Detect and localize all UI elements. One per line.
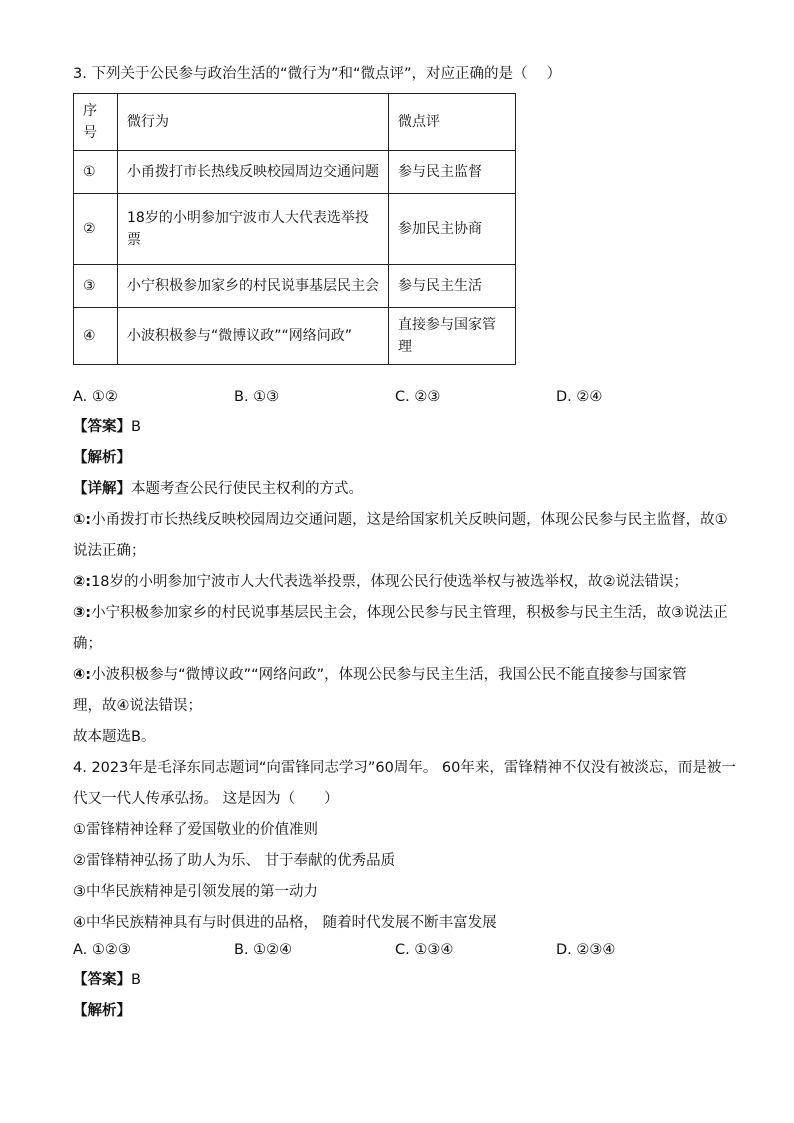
table-cell-comment: 直接参与国家管理 bbox=[389, 308, 516, 365]
table-cell-comment: 参加民主协商 bbox=[389, 194, 516, 265]
q4-statement-1: ①雷锋精神诠释了爱国敬业的价值准则 bbox=[73, 822, 318, 838]
q3-stem: 3. 下列关于公民参与政治生活的“微行为”和“微点评”，对应正确的是（ ） bbox=[73, 66, 562, 82]
option-d: D. ②③④ bbox=[556, 942, 616, 958]
table-header-cell: 序号 bbox=[74, 94, 118, 151]
q3-point-1 bbox=[73, 508, 728, 532]
table-header-row bbox=[74, 94, 516, 151]
table-cell-act: 18岁的小明参加宁波市人大代表选举投票 bbox=[118, 194, 389, 265]
point-text: 小甬拨打市长热线反映校园周边交通问题，这是给国家机关反映问题，体现公民参与民主监督，故① bbox=[91, 512, 728, 528]
option-c: C. ②③ bbox=[395, 389, 441, 405]
q4-statement-3: ③中华民族精神是引领发展的第一动力 bbox=[73, 884, 318, 900]
q4-analysis-label: 【解析】 bbox=[73, 1003, 131, 1019]
table-cell-num: ② bbox=[74, 194, 118, 265]
table-cell-act: 小甬拨打市长热线反映校园周边交通问题 bbox=[118, 151, 389, 194]
q3-options bbox=[73, 389, 723, 405]
q3-point-3-cont: 确； bbox=[73, 636, 102, 652]
option-b: B. ①②④ bbox=[234, 942, 293, 958]
point-label: ②: bbox=[73, 574, 92, 590]
q3-point-2 bbox=[73, 570, 723, 594]
q3-answer bbox=[73, 415, 723, 439]
answer-value: B bbox=[131, 419, 141, 435]
table-header-cell: 微点评 bbox=[389, 94, 516, 151]
q4-stem-line2: 代又一代人传承弘扬。 这是因为（ ） bbox=[73, 791, 339, 807]
table-cell-act: 小宁积极参加家乡的村民说事基层民主会 bbox=[118, 265, 389, 308]
q4-stem-line1: 4. 2023年是毛泽东同志题词“向雷锋同志学习”60周年。 60年来，雷锋精神不仅没有被淡忘，而是被一 bbox=[73, 760, 736, 776]
q3-point-4 bbox=[73, 663, 723, 687]
answer-value: B bbox=[131, 972, 141, 988]
option-b: B. ①③ bbox=[234, 389, 280, 405]
document-page bbox=[73, 62, 736, 1030]
option-d: D. ②④ bbox=[556, 389, 603, 405]
q3-detail bbox=[73, 477, 723, 501]
point-label: ①: bbox=[73, 512, 92, 528]
detail-intro: 本题考查公民行使民主权利的方式。 bbox=[131, 481, 363, 497]
point-label: ③: bbox=[73, 605, 92, 621]
table-row bbox=[74, 151, 516, 194]
table-header-cell: 微行为 bbox=[118, 94, 389, 151]
detail-label: 【详解】 bbox=[73, 481, 131, 497]
q4-statement-4: ④中华民族精神具有与时俱进的品格， 随着时代发展不断丰富发展 bbox=[73, 915, 497, 931]
q3-point-4-cont: 理，故④说法错误； bbox=[73, 698, 202, 714]
point-text: 18岁的小明参加宁波市人大代表选举投票，体现公民行使选举权与被选举权，故②说法错误； bbox=[91, 574, 689, 590]
table-cell-num: ① bbox=[74, 151, 118, 194]
q3-conclusion: 故本题选B。 bbox=[73, 729, 156, 745]
option-c: C. ①③④ bbox=[395, 942, 454, 958]
q3-analysis-label: 【解析】 bbox=[73, 450, 131, 466]
table-cell-comment: 参与民主监督 bbox=[389, 151, 516, 194]
answer-label: 【答案】 bbox=[73, 419, 131, 435]
table-row bbox=[74, 308, 516, 365]
point-label: ④: bbox=[73, 667, 92, 683]
table-row bbox=[74, 265, 516, 308]
option-a: A. ①② bbox=[73, 389, 118, 405]
q4-answer bbox=[73, 968, 723, 992]
q3-table bbox=[73, 93, 516, 365]
q3-point-1-cont: 说法正确； bbox=[73, 543, 146, 559]
table-cell-num: ④ bbox=[74, 308, 118, 365]
q4-options bbox=[73, 942, 723, 958]
table-row bbox=[74, 194, 516, 265]
q4-statement-2: ②雷锋精神弘扬了助人为乐、 甘于奉献的优秀品质 bbox=[73, 853, 396, 869]
option-a: A. ①②③ bbox=[73, 942, 131, 958]
q3-point-3 bbox=[73, 601, 728, 625]
point-text: 小波积极参与“微博议政”“网络问政”，体现公民参与民主生活，我国公民不能直接参与国家管 bbox=[91, 667, 687, 683]
answer-label: 【答案】 bbox=[73, 972, 131, 988]
table-cell-num: ③ bbox=[74, 265, 118, 308]
table-cell-act: 小波积极参与“微博议政”“网络问政” bbox=[118, 308, 389, 365]
point-text: 小宁积极参加家乡的村民说事基层民主会，体现公民参与民主管理，积极参与民主生活，故③说法正 bbox=[91, 605, 728, 621]
table-cell-comment: 参与民主生活 bbox=[389, 265, 516, 308]
